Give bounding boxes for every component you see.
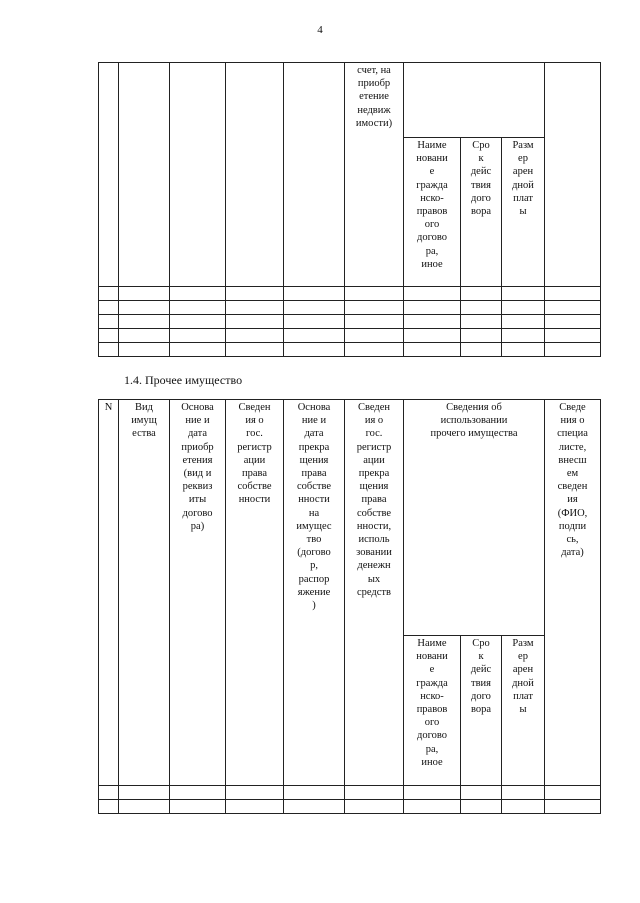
table-row (99, 786, 601, 800)
header-cell-number: N (99, 400, 119, 786)
table-row (99, 343, 601, 357)
header-cell-funds-usage: счет, на приобр етение недвиж имости) (345, 63, 404, 287)
header-cell-number (99, 63, 119, 287)
header-cell-type (119, 63, 170, 287)
header-cell-usage-group: Сведения об использовании прочего имущества (404, 400, 545, 636)
header-cell-property-type: Вид имущ ества (119, 400, 170, 786)
header-cell-registration: Сведен ия о гос. регистр ации права собстве нности (226, 400, 284, 786)
table-row (99, 315, 601, 329)
table-row (99, 800, 601, 814)
real-estate-table-continuation (98, 62, 601, 357)
subheader-contract-term: Сро к дейс твия дого вора (461, 636, 502, 786)
header-cell-acquisition-basis: Основа ние и дата приобр етения (вид и реквиз иты догово ра) (170, 400, 226, 786)
subheader-rent-amount: Разм ер арен дной плат ы (502, 138, 545, 287)
header-cell-termination-registration: Сведен ия о гос. регистр ации прекра щения права собстве нности, исполь зовании денежн ых средств (345, 400, 404, 786)
other-property-table (98, 399, 601, 814)
header-cell-specialist (545, 63, 601, 287)
subheader-rent-amount: Разм ер арен дной плат ы (502, 636, 545, 786)
header-cell-termination-basis: Основа ние и дата прекра щения права собстве нности на имущес тво (догово р, распор яжение ) (284, 400, 345, 786)
subheader-contract-term: Сро к дейс твия дого вора (461, 138, 502, 287)
table-row (99, 301, 601, 315)
header-cell-termination (284, 63, 345, 287)
table-row (99, 287, 601, 301)
page-number: 4 (317, 24, 323, 36)
subheader-contract-name: Наиме новани е гражда нско- правов ого догово ра, иное (404, 138, 461, 287)
header-cell-usage-group (404, 63, 545, 138)
header-cell-registration (226, 63, 284, 287)
section-heading: 1.4. Прочее имущество (124, 373, 243, 387)
header-cell-specialist: Сведе ния о специа листе, внесш ем сведен ия (ФИО, подпи сь, дата) (545, 400, 601, 786)
subheader-contract-name: Наиме новани е гражда нско- правов ого догово ра, иное (404, 636, 461, 786)
table-row (99, 329, 601, 343)
header-cell-acquisition (170, 63, 226, 287)
